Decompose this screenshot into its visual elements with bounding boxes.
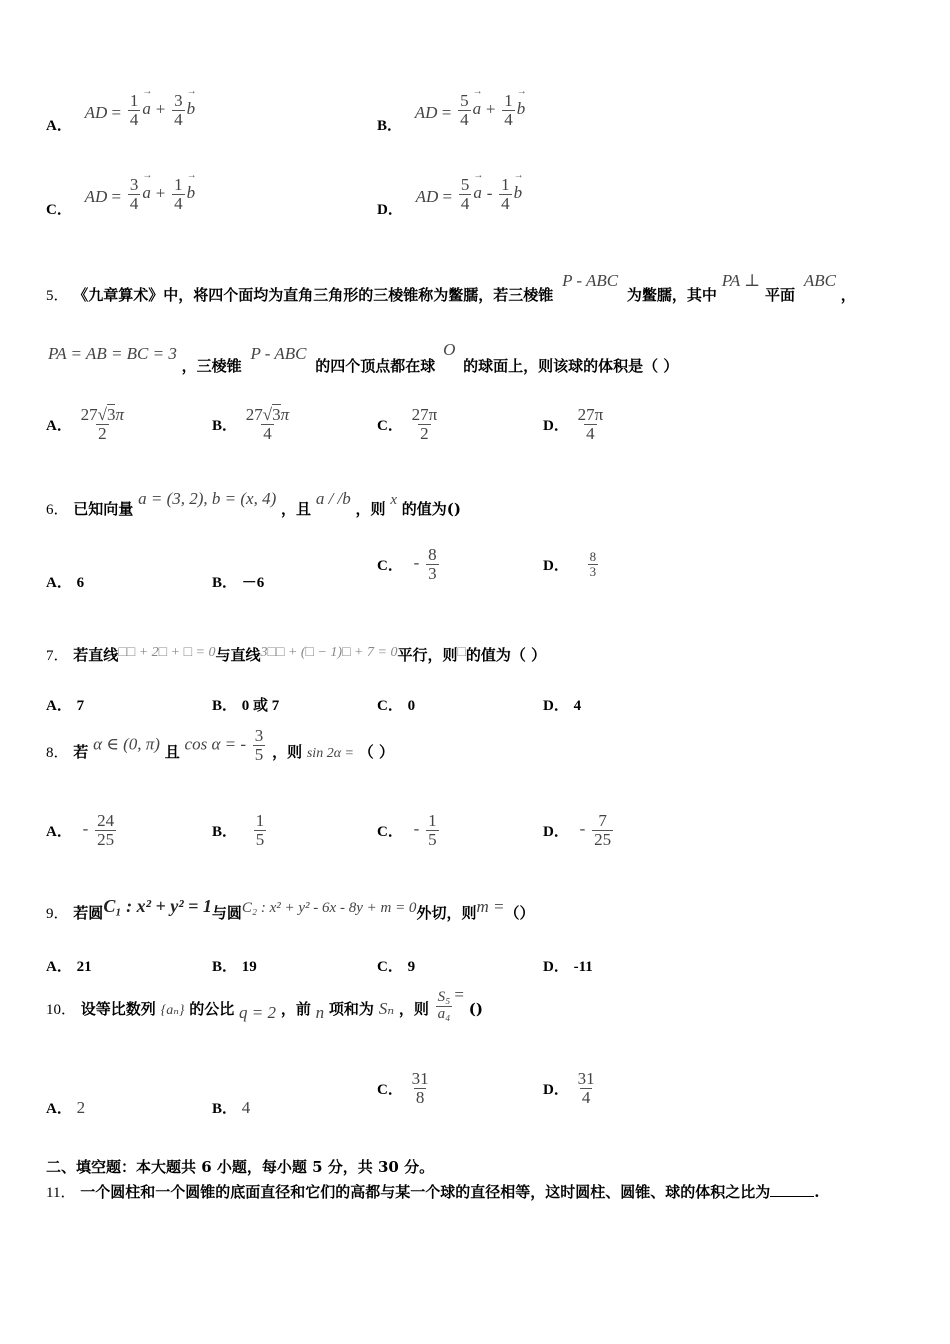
option-label: A． (46, 118, 72, 135)
q6-option-c (377, 546, 441, 583)
minus-sign: - (579, 819, 586, 839)
option-label: D． (543, 1082, 569, 1099)
option-label: C． (377, 698, 403, 714)
option-label: A． (46, 824, 72, 841)
question-text: （） (504, 904, 535, 922)
vector-a: → a (473, 183, 482, 203)
q5-option-c (377, 406, 441, 443)
minus-sign: - (413, 553, 420, 573)
option-label: C． (46, 202, 72, 219)
option-label: D． (543, 824, 569, 841)
question-text: 的公比 (189, 1000, 235, 1019)
q7-stem (46, 640, 547, 664)
option-label: B． (212, 698, 238, 714)
option-label: D． (543, 418, 569, 435)
q8-option-c (377, 812, 441, 849)
q7-option-a (46, 694, 84, 715)
option-label: B． (212, 824, 238, 841)
math-expression: a = (3, 2), b = (x, 4) (138, 489, 277, 508)
fraction: $\frac{1}{5}$ (255, 811, 265, 849)
q6-option-d (543, 550, 600, 578)
math-expression: x (390, 492, 398, 508)
option-value: －6 (241, 575, 265, 591)
math-expression: n (315, 1003, 325, 1023)
question-text: ，且 (281, 500, 312, 518)
q8-option-b (212, 812, 268, 849)
q6-option-b (212, 571, 264, 592)
q10-stem (46, 985, 483, 1023)
fraction: $\frac{24}{25}$ (97, 811, 115, 849)
question-text: ，则 (355, 500, 386, 518)
option-label: C． (377, 824, 403, 841)
math-expression: 3□□ + (□ − 1)□ + 7 = 0 (260, 645, 398, 660)
option-label: D． (543, 959, 569, 975)
vector-b: → b (187, 99, 196, 119)
option-label: C． (377, 959, 403, 975)
question-number: 8． (46, 745, 69, 762)
operator: + (155, 99, 166, 119)
question-text: 《九章算术》中，将四个面均为直角三角形的三棱锥称为鳖臑，若三棱锥 (73, 286, 554, 304)
question-text: 与直线 (215, 646, 261, 664)
q8-option-d (543, 812, 615, 849)
q9-option-c (377, 955, 415, 976)
option-label: B． (212, 575, 238, 591)
option-label: A． (46, 575, 72, 591)
formula-lhs: AD (84, 187, 108, 207)
question-text: 已知向量 (73, 500, 134, 518)
math-expression: P - ABC (562, 271, 619, 290)
option-label: B． (377, 118, 403, 135)
question-text: ，则 (272, 743, 303, 762)
vector-a: → a (142, 183, 151, 203)
math-expression: sin 2α = (306, 746, 354, 762)
question-text: 且 (164, 743, 180, 762)
math-expression: q = 2 (239, 1003, 277, 1023)
formula-lhs: AD (415, 187, 439, 207)
operator: - (486, 183, 493, 203)
q5-stem-line2 (48, 340, 679, 375)
option-label: D． (543, 698, 569, 714)
option-value: 0 (407, 698, 416, 714)
q7-option-b (212, 694, 279, 715)
option-value: 0 或 7 (241, 698, 280, 714)
answer-blank[interactable] (770, 1184, 814, 1197)
vector-b: → b (187, 183, 196, 203)
q7-option-d (543, 694, 581, 715)
q10-option-b (212, 1097, 250, 1118)
math-expression: P - ABC (250, 344, 307, 363)
option-value: 19 (241, 959, 257, 975)
equals-sign: = (454, 985, 464, 1005)
q4-option-c: C． AD = $\frac{3}{4}$ → a + $\frac{1}{4}$ → b (46, 176, 195, 213)
option-label: B． (212, 1101, 238, 1117)
option-label: B． (212, 959, 238, 975)
fraction: $\frac{1}{5}$ (428, 811, 437, 849)
q10-option-c (377, 1070, 433, 1107)
question-text: 平面 (765, 286, 796, 304)
question-text: 项和为 (328, 1000, 374, 1019)
fraction: $\frac{1}{4}$ (129, 91, 139, 129)
math-expression: {aₙ} (160, 1003, 185, 1019)
math-expression: a / /b (315, 489, 351, 508)
vector-b: → b (514, 183, 523, 203)
math-expression: PA = AB = BC = 3 (48, 344, 177, 363)
fraction: $\frac{7}{25}$ (594, 811, 612, 849)
question-end: . (814, 1183, 820, 1201)
question-text: （ ） (358, 743, 395, 762)
fraction: $\frac{31}{4}$ (577, 1069, 595, 1107)
option-value: 2 (76, 1098, 86, 1117)
question-text: ，则 (398, 1000, 429, 1019)
q9-option-a (46, 955, 92, 976)
fraction: $\frac{5}{4}$ (460, 91, 469, 129)
option-label: A． (46, 959, 72, 975)
option-label: D． (377, 202, 403, 219)
fraction: $\frac{31}{8}$ (411, 1069, 429, 1107)
q9-option-b (212, 955, 257, 976)
minus-sign: - (82, 819, 89, 839)
fraction: $\frac{1}{4}$ (501, 175, 510, 213)
question-text: () (468, 1000, 483, 1019)
option-label: A． (46, 418, 72, 435)
sqrt-icon: √ (262, 405, 273, 424)
option-value: -11 (573, 959, 593, 975)
formula-lhs: AD (414, 103, 438, 123)
option-label: D． (543, 558, 569, 575)
q8-stem (46, 727, 394, 764)
q5-option-d (543, 406, 607, 443)
fraction: $\frac{1}{4}$ (504, 91, 513, 129)
operator: + (155, 183, 166, 203)
question-number: 6． (46, 502, 69, 518)
q8-option-a (46, 812, 118, 849)
math-expression: Sₙ (378, 999, 395, 1019)
option-label: C． (377, 558, 403, 575)
option-value: 4 (573, 698, 582, 714)
question-text: 外切，则 (416, 904, 477, 922)
q5-stem-line1 (46, 270, 926, 304)
question-text: 若圆 (73, 904, 104, 922)
q7-option-c (377, 694, 415, 715)
math-expression: cos α = - (184, 734, 246, 754)
q6-option-a (46, 571, 84, 592)
question-number: 11． (46, 1185, 76, 1201)
option-label: C． (377, 1082, 403, 1099)
question-text: 为鳖臑，其中 (626, 286, 717, 304)
fraction: $\frac{3}{4}$ (174, 91, 183, 129)
math-expression: ABC (803, 271, 836, 290)
question-text: ，三棱锥 (181, 357, 242, 375)
q9-stem (46, 896, 535, 922)
question-text: 若 (73, 743, 89, 762)
option-value: 4 (241, 1098, 251, 1117)
question-text: 的值为() (401, 500, 461, 518)
fraction: $\frac{1}{4}$ (174, 175, 183, 213)
math-expression: α ∈ (0, π) (93, 734, 160, 754)
question-text: 若直线 (73, 646, 119, 664)
formula-lhs: AD (84, 103, 108, 123)
q5-option-a (46, 406, 128, 443)
vector-a: → a (142, 99, 151, 119)
question-text: ，前 (280, 1000, 311, 1019)
option-label: C． (377, 418, 403, 435)
fraction: $\frac{5}{4}$ (460, 175, 470, 213)
q4-option-a: A． AD = $\frac{1}{4}$ → a + $\frac{3}{4}$ → b (46, 92, 195, 129)
q11-stem (46, 1181, 819, 1202)
vector-b: → b (517, 99, 526, 119)
sqrt-icon: √ (97, 405, 107, 424)
option-label: A． (46, 698, 72, 714)
q4-option-b: B． AD = $\frac{5}{4}$ → a + $\frac{1}{4}$ → b (377, 92, 525, 129)
math-expression: □ (457, 645, 466, 660)
fraction: $\frac{27\pi}{2}$ (411, 405, 438, 443)
fraction: $\frac{3}{5}$ (254, 726, 264, 764)
q4-option-d: D． AD = $\frac{5}{4}$ → a - $\frac{1}{4}$ → b (377, 176, 522, 213)
question-number: 10． (46, 1002, 77, 1019)
question-text: 与圆 (211, 904, 242, 922)
fraction: $\frac{3}{4}$ (129, 175, 139, 213)
question-text: 的四个顶点都在球 (315, 357, 436, 375)
math-expression: O (443, 340, 456, 359)
question-text: 的球面上，则该球的体积是（ ） (463, 357, 679, 375)
minus-sign: - (413, 819, 420, 839)
q10-option-a (46, 1097, 85, 1118)
question-text: ， (840, 286, 856, 304)
section-heading: 二、填空题：本大题共 6 小题，每小题 5 分，共 30 分。 (46, 1158, 435, 1176)
fraction: $\frac{8}{3}$ (589, 549, 597, 579)
option-value: 9 (407, 959, 416, 975)
fraction: $\frac{8}{3}$ (428, 545, 437, 583)
option-value: 7 (76, 698, 85, 714)
question-text: 的值为（ ） (465, 646, 547, 664)
option-label: B． (212, 418, 238, 435)
option-label: A． (46, 1101, 72, 1117)
math-expression: C₁ : x² + y² = 1 (103, 896, 212, 916)
q10-option-d (543, 1070, 599, 1107)
math-expression: m = (476, 897, 505, 916)
math-expression: PA ⊥ (721, 271, 761, 290)
q5-option-b (212, 406, 293, 443)
q6-stem (46, 488, 461, 518)
question-text: 设等比数列 (80, 1000, 156, 1019)
option-value: 21 (76, 959, 92, 975)
question-text: 平行，则 (397, 646, 458, 664)
math-expression: C₂ : x² + y² - 6x - 8y + m = 0 (241, 900, 417, 916)
vector-a: → a (473, 99, 482, 119)
question-number: 7． (46, 648, 69, 664)
fraction: $\frac{\text{S₅}}{\text{a₄}}$ (437, 989, 451, 1022)
operator: + (485, 99, 496, 119)
fraction: $\frac{27\pi}{4}$ (577, 405, 604, 443)
question-number: 9． (46, 906, 69, 922)
question-text: 一个圆柱和一个圆锥的底面直径和它们的高都与某一个球的直径相等，这时圆柱、圆锥、球的体积之比为 (80, 1183, 771, 1201)
math-expression: □□ + 2□ + □ = 0 (118, 645, 216, 660)
fraction: $\frac{27√3\pi}{4}$ (245, 405, 290, 443)
fraction: $\frac{27√3\pi}{2}$ (80, 405, 124, 443)
question-number: 5． (46, 288, 69, 304)
q9-option-d (543, 955, 593, 976)
option-value: 6 (76, 575, 85, 591)
